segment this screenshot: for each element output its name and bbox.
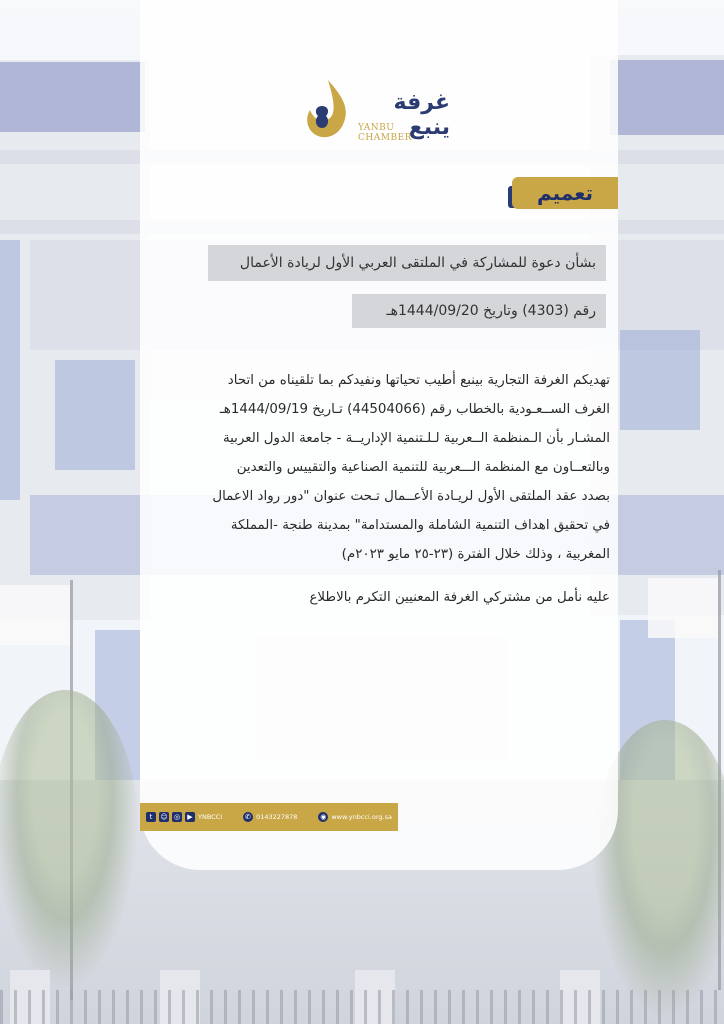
contact-footer (140, 803, 398, 831)
announcement-body (158, 366, 610, 569)
category-tag: تعميم (512, 177, 618, 209)
body-line: تهديكم الغرفة التجارية بينبع أطيب تحياتها ونفيدكم بما تلقيناه من اتحاد (227, 373, 610, 388)
instagram-icon[interactable]: ◎ (173, 813, 181, 821)
phone-contact (243, 812, 297, 822)
logo-arabic-name: غرفة ينبع (393, 90, 450, 140)
website-contact (318, 812, 392, 822)
logo-english-name: YANBU CHAMBER (358, 123, 412, 143)
body-line: الغرف الســعـودية بالخطاب رقم (44504066) تـاريخ 1444/09/19هـ (219, 402, 610, 417)
yanbu-chamber-logo (300, 76, 450, 146)
phone-number: 0143227878 (256, 813, 298, 821)
body-line: بصدد عقد الملتقى الأول لريـادة الأعــمال تـحت عنوان "دور رواد الاعمال (212, 489, 610, 504)
snapchat-icon[interactable]: ☺ (160, 813, 168, 821)
youtube-icon[interactable]: ▶ (185, 812, 195, 822)
flame-logo-icon (300, 76, 356, 146)
twitter-icon[interactable]: t (146, 812, 156, 822)
whatsapp-icon[interactable]: ✆ (243, 812, 253, 822)
subject-reference: رقم (4303) وتاريخ 1444/09/20هـ (352, 294, 606, 328)
subject-title: بشأن دعوة للمشاركة في الملتقى العربي الأول لريادة الأعمال (208, 245, 606, 281)
website-link[interactable]: www.ynbcci.org.sa (331, 813, 392, 821)
body-line: المغربية ، وذلك خلال الفترة (٢٣-٢٥ مايو ٢٠٢٣م) (341, 547, 610, 562)
globe-icon: ◉ (320, 813, 327, 821)
body-line: المشـار بأن الـمنظمة الــعربية لـلـتنمية الإداريــة - جامعة الدول العربية (222, 431, 610, 446)
closing-text: عليه نأمل من مشتركي الغرفة المعنيين التكرم بالاطلاع (309, 590, 610, 605)
body-line: وبالتعــاون مع المنظمة الـــعربية للتنمية الصناعية والتقييس والتعدين (236, 460, 610, 475)
social-handle: YNBCCI (198, 813, 223, 821)
social-icons (146, 812, 222, 822)
body-line: في تحقيق اهداف التنمية الشاملة والمستدامة" بمدينة طنجة -المملكة (230, 518, 610, 533)
